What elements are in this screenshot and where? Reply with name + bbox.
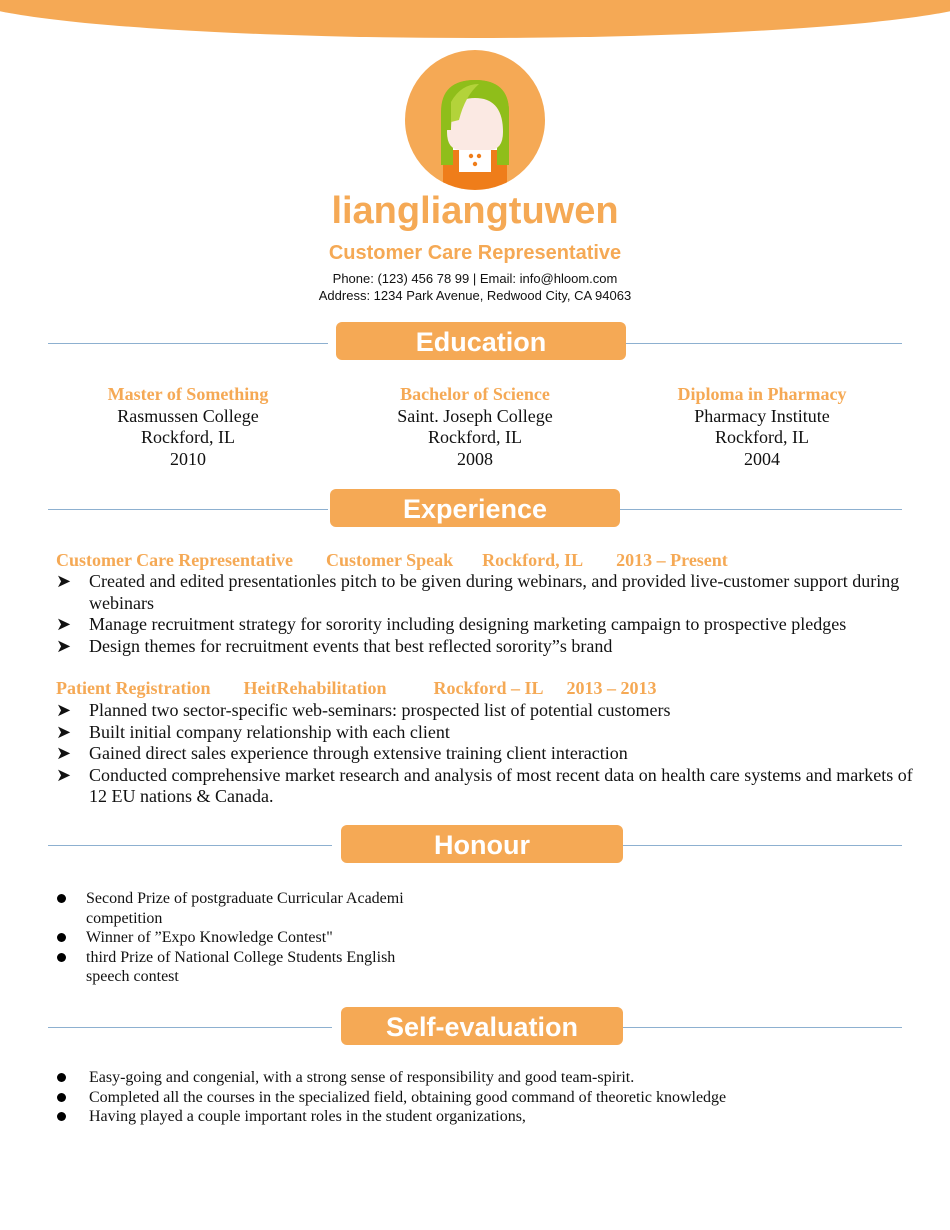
divider-line (48, 343, 328, 344)
location: Rockford, IL (715, 427, 809, 447)
arrow-bullet-icon: ➤ (56, 571, 72, 591)
section-heading-self-evaluation: Self-evaluation (341, 1007, 623, 1045)
arrow-bullet-icon: ➤ (56, 764, 72, 785)
job-location: Rockford, IL (482, 550, 584, 570)
job-role: Patient Registration (56, 678, 211, 698)
section-heading-experience: Experience (330, 489, 620, 527)
bullet-dot-icon (57, 894, 66, 903)
job-role: Customer Care Representative (56, 550, 293, 570)
list-item: ➤ Built initial company relationship with each client (56, 721, 450, 742)
list-item: third Prize of National College Students English speech contest (56, 948, 436, 987)
education-entry (325, 384, 625, 470)
bullet-dot-icon (57, 1073, 66, 1082)
list-item: Completed all the courses in the specialized field, obtaining good command of theoretic knowledge (56, 1088, 916, 1108)
bullet-dot-icon (57, 953, 66, 962)
arrow-bullet-icon: ➤ (56, 614, 72, 634)
arrow-bullet-icon: ➤ (56, 700, 72, 720)
section-heading-honour: Honour (341, 825, 623, 863)
arrow-bullet-icon: ➤ (56, 743, 72, 763)
list-item: ➤ Gained direct sales experience through extensive training client interaction (56, 743, 628, 763)
section-heading-education: Education (336, 322, 626, 360)
list-item: ➤ Created and edited presentationles pitch to be given during webinars, and provided live-customer support during webinars (56, 571, 900, 613)
bullet-dot-icon (57, 1093, 66, 1102)
list-item: ➤ Design themes for recruitment events that best reflected sorority”s brand (56, 635, 613, 656)
bullet-dot-icon (57, 933, 66, 942)
job-location: Rockford – IL (433, 678, 544, 698)
divider-line (622, 845, 902, 846)
list-item: Second Prize of postgraduate Curricular Academi competition (56, 889, 436, 928)
header-banner (0, 0, 950, 38)
school: Rasmussen College (117, 405, 259, 426)
job-company: HeitRehabilitation (243, 678, 387, 698)
self-evaluation-list (56, 1068, 916, 1127)
divider-line (626, 343, 902, 344)
list-item: Having played a couple important roles in the student organizations, (56, 1107, 916, 1127)
job-duties (56, 700, 916, 808)
education-entry (38, 384, 338, 470)
year: 2004 (744, 448, 780, 469)
year: 2010 (170, 448, 206, 469)
list-item: ➤ Planned two sector-specific web-seminars: prospected list of potential customers (56, 700, 671, 720)
contact-phone-email: Phone: (123) 456 78 99 | Email: info@hloom.com (332, 271, 618, 286)
location: Rockford, IL (141, 427, 235, 447)
degree: Diploma in Pharmacy (677, 384, 847, 404)
degree: Master of Something (107, 384, 269, 404)
list-item: Easy-going and congenial, with a strong sense of responsibility and good team-spirit. (56, 1068, 916, 1088)
divider-line (620, 509, 902, 510)
arrow-bullet-icon: ➤ (56, 635, 72, 656)
job-company: Customer Speak (325, 550, 454, 570)
contact-address: Address: 1234 Park Avenue, Redwood City, CA 94063 (318, 288, 632, 303)
job-header (56, 678, 916, 699)
list-item: ➤ Conducted comprehensive market research and analysis of most recent data on health care systems and markets of 12 EU nations & Canada. (56, 764, 913, 806)
bullet-dot-icon (57, 1112, 66, 1121)
location: Rockford, IL (428, 427, 522, 447)
degree: Bachelor of Science (400, 384, 550, 404)
divider-line (48, 845, 332, 846)
divider-line (48, 509, 328, 510)
candidate-name: liangliangtuwen (331, 190, 619, 232)
divider-line (48, 1027, 332, 1028)
arrow-bullet-icon: ➤ (56, 721, 72, 742)
school: Saint. Joseph College (397, 405, 553, 426)
avatar-icon (405, 50, 545, 190)
year: 2008 (457, 448, 493, 469)
job-dates: 2013 – 2013 (566, 678, 657, 698)
honours-list (56, 889, 436, 987)
divider-line (622, 1027, 902, 1028)
job-duties (56, 571, 916, 657)
job-dates: 2013 – Present (616, 550, 728, 570)
job-header (56, 550, 916, 571)
list-item: Winner of ”Expo Knowledge Contest" (56, 928, 436, 948)
job-title: Customer Care Representative (328, 242, 622, 264)
school: Pharmacy Institute (694, 405, 830, 426)
list-item: ➤ Manage recruitment strategy for sorority including designing marketing campaign to prospective pledges (56, 614, 847, 634)
education-entry (612, 384, 912, 470)
